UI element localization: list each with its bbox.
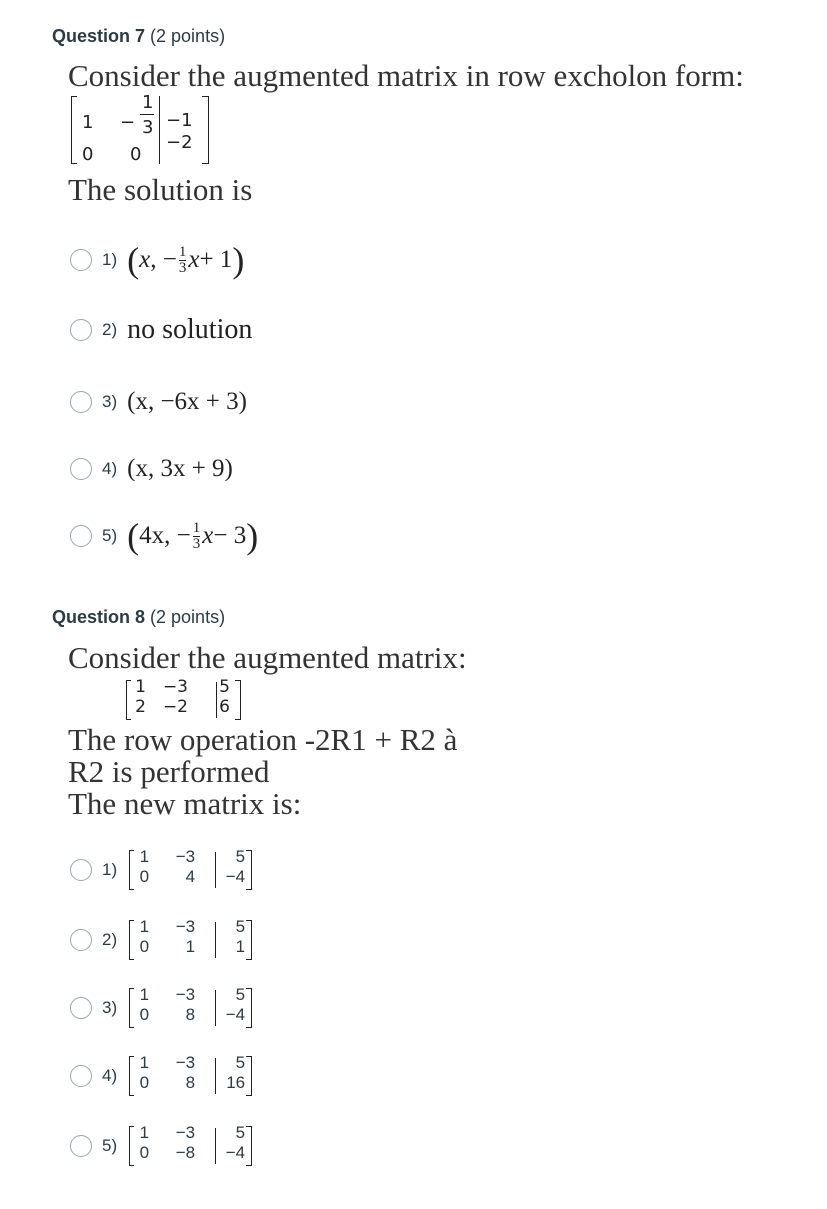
question-7-header (52, 26, 225, 47)
matrix-cell: −4 (225, 1005, 246, 1024)
option-answer: no solution (127, 314, 253, 345)
matrix-cell: 5 (235, 1123, 246, 1142)
option-number: 2) (102, 930, 118, 949)
option-number: 4) (102, 1066, 118, 1085)
option-matrix (127, 1124, 263, 1168)
q8-option-1[interactable] (70, 846, 263, 894)
option-answer: ( 4x , − $\frac{1}{3}$ x − 3 ) (127, 516, 259, 556)
q7-option-5[interactable] (70, 516, 258, 556)
question-8-new-matrix-text: The new matrix is: (68, 786, 302, 821)
option-answer: (x, 3x + 9) (127, 455, 233, 482)
question-8-prompt: Consider the augmented matrix: (68, 640, 467, 675)
option-matrix (127, 848, 263, 892)
question-7-solution-text: The solution is (68, 172, 253, 207)
option-answer: (x, −6x + 3) (127, 388, 247, 415)
q7-option-4[interactable] (70, 449, 233, 489)
matrix-cell: −2 (162, 697, 188, 717)
q8-option-3[interactable] (70, 984, 263, 1032)
radio-button[interactable] (70, 249, 92, 271)
option-matrix (127, 918, 263, 962)
matrix-cell: 1 (82, 112, 94, 133)
matrix-cell: 5 (235, 847, 246, 866)
matrix-cell: 1 (139, 847, 150, 866)
matrix-cell: −3 (175, 1123, 196, 1142)
radio-button[interactable] (70, 929, 92, 951)
matrix-cell: 1 (135, 677, 146, 697)
matrix-cell: 1 (139, 1123, 150, 1142)
matrix-cell: 8 (185, 1005, 196, 1024)
radio-button[interactable] (70, 997, 92, 1019)
matrix-cell: 1 (139, 985, 150, 1004)
q7-option-2[interactable] (70, 310, 252, 350)
matrix-cell: 0 (139, 1073, 150, 1092)
matrix-cell: −2 (166, 132, 193, 153)
question-8-header (52, 607, 225, 628)
option-number: 4) (102, 459, 118, 478)
question-8-label: Question 8 (52, 607, 146, 627)
matrix-cell: 0 (130, 144, 142, 165)
matrix-cell: −4 (225, 1143, 246, 1162)
option-number: 1) (102, 250, 118, 269)
radio-button[interactable] (70, 1135, 92, 1157)
matrix-cell: 3 (142, 117, 154, 138)
question-7-label: Question 7 (52, 26, 146, 46)
matrix-cell: 0 (139, 1143, 150, 1162)
matrix-cell: 0 (139, 1005, 150, 1024)
option-number: 5) (102, 526, 118, 545)
matrix-cell: −3 (175, 847, 196, 866)
matrix-cell: −3 (175, 1053, 196, 1072)
matrix-cell: 1 (142, 92, 154, 113)
matrix-cell: 5 (219, 677, 230, 697)
matrix-cell: −8 (175, 1143, 196, 1162)
matrix-cell: − (120, 112, 136, 133)
question-7-matrix (68, 94, 218, 168)
matrix-cell: 8 (185, 1073, 196, 1092)
question-8-matrix (124, 678, 244, 722)
option-number: 2) (102, 320, 118, 339)
option-number: 3) (102, 392, 118, 411)
option-matrix (127, 986, 263, 1030)
radio-button[interactable] (70, 1065, 92, 1087)
matrix-cell: −3 (162, 677, 188, 697)
option-number: 5) (102, 1136, 118, 1155)
matrix-cell: 5 (235, 917, 246, 936)
question-8-operation-line-2: R2 is performed (68, 754, 270, 789)
matrix-cell: 2 (135, 697, 146, 717)
radio-button[interactable] (70, 319, 92, 341)
radio-button[interactable] (70, 859, 92, 881)
matrix-cell: 1 (235, 937, 246, 956)
question-8-operation-line-1: The row operation -2R1 + R2 à (68, 722, 458, 757)
matrix-cell: 1 (139, 1053, 150, 1072)
question-7-prompt: Consider the augmented matrix in row excholon form: (68, 58, 744, 93)
matrix-cell: 6 (219, 697, 230, 717)
matrix-cell: 1 (139, 917, 150, 936)
matrix-cell: −3 (175, 917, 196, 936)
radio-button[interactable] (70, 458, 92, 480)
q8-option-5[interactable] (70, 1122, 263, 1170)
option-answer: ( x , − $\frac{1}{3}$ x + 1 ) (127, 240, 245, 280)
option-number: 1) (102, 860, 118, 879)
radio-button[interactable] (70, 525, 92, 547)
q8-option-2[interactable] (70, 916, 263, 964)
question-8-points: (2 points) (150, 607, 226, 627)
option-number: 3) (102, 998, 118, 1017)
matrix-cell: 0 (82, 144, 94, 165)
matrix-cell: 0 (139, 937, 150, 956)
option-matrix (127, 1054, 263, 1098)
matrix-cell: 5 (235, 985, 246, 1004)
matrix-cell: 16 (226, 1073, 246, 1092)
q7-option-3[interactable] (70, 382, 247, 422)
q7-option-1[interactable] (70, 240, 244, 280)
matrix-cell: 1 (185, 937, 196, 956)
q8-option-4[interactable] (70, 1052, 263, 1100)
matrix-cell: −3 (175, 985, 196, 1004)
radio-button[interactable] (70, 391, 92, 413)
matrix-cell: −1 (166, 110, 193, 131)
matrix-cell: 5 (235, 1053, 246, 1072)
matrix-cell: 4 (185, 867, 196, 886)
matrix-cell: −4 (225, 867, 246, 886)
matrix-cell: 0 (139, 867, 150, 886)
question-7-points: (2 points) (150, 26, 226, 46)
